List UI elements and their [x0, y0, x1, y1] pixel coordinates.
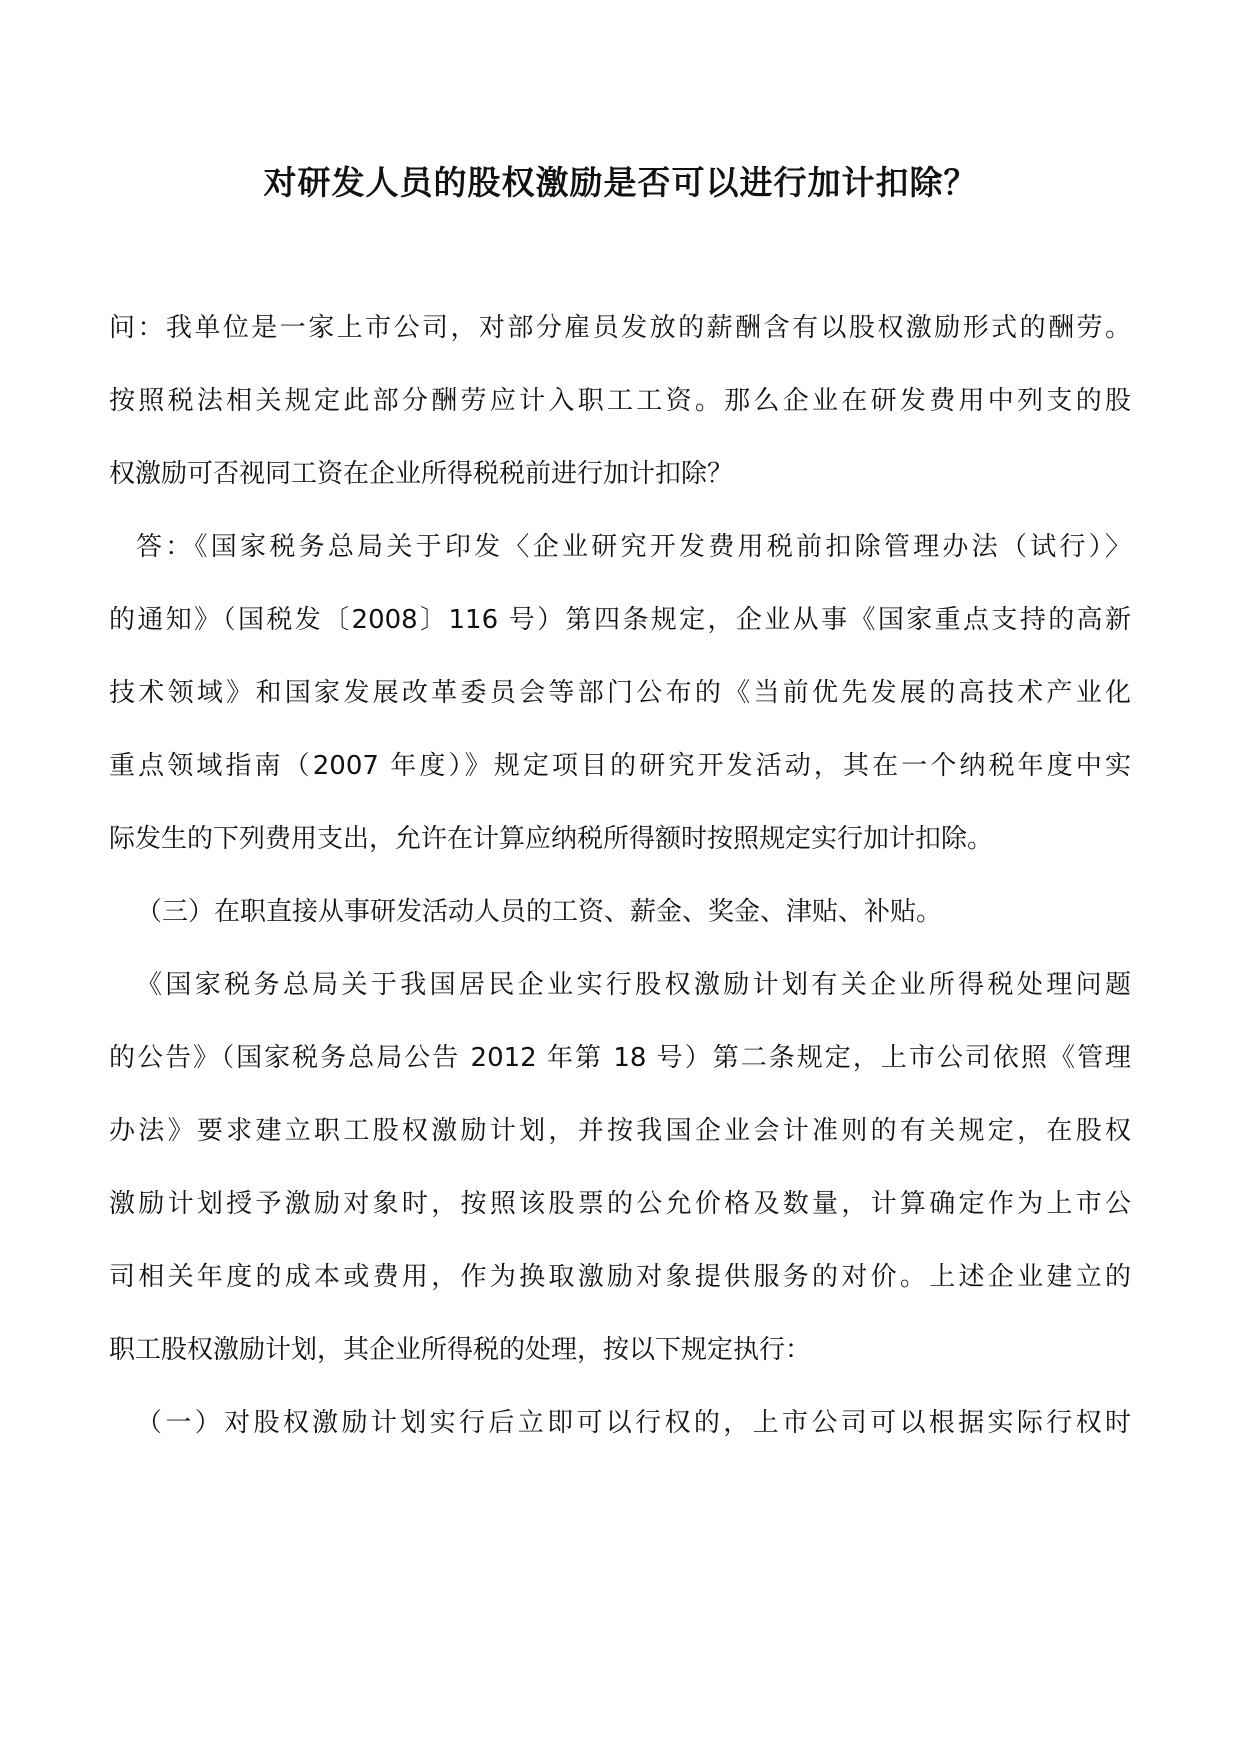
paragraph-line: （三）在职直接从事研发活动人员的工资、薪金、奖金、津贴、补贴。 — [136, 897, 943, 927]
paragraph-line: （一）对股权激励计划实行后立即可以行权的，上市公司可以根据实际行权时 — [136, 1408, 1131, 1438]
paragraph-line: 际发生的下列费用支出，允许在计算应纳税所得额时按照规定实行加计扣除。 — [109, 824, 994, 854]
paragraph-line: 司相关年度的成本或费用，作为换取激励对象提供服务的对价。上述企业建立的 — [109, 1262, 1131, 1292]
paragraph-line: 答：《国家税务总局关于印发〈企业研究开发费用税前扣除管理办法（试行）〉 — [136, 532, 1131, 562]
paragraph-line: 技术领域》和国家发展改革委员会等部门公布的《当前优先发展的高技术产业化 — [109, 678, 1131, 708]
paragraph-line: 重点领域指南（2007 年度）》规定项目的研究开发活动，其在一个纳税年度中实 — [109, 751, 1131, 781]
paragraph-line: 激励计划授予激励对象时，按照该股票的公允价格及数量，计算确定作为上市公 — [109, 1189, 1131, 1219]
paragraph-line: 的公告》（国家税务总局公告 2012 年第 18 号）第二条规定，上市公司依照《管理 — [109, 1043, 1131, 1073]
paragraph-line: 按照税法相关规定此部分酬劳应计入职工工资。那么企业在研发费用中列支的股 — [109, 386, 1131, 416]
paragraph-line: 权激励可否视同工资在企业所得税税前进行加计扣除？ — [109, 459, 734, 489]
paragraph-line: 《国家税务总局关于我国居民企业实行股权激励计划有关企业所得税处理问题 — [136, 970, 1131, 1000]
paragraph-line: 问：我单位是一家上市公司，对部分雇员发放的薪酬含有以股权激励形式的酬劳。 — [109, 313, 1131, 343]
paragraph-line: 的通知》（国税发〔2008〕116 号）第四条规定，企业从事《国家重点支持的高新 — [109, 605, 1131, 635]
document-title: 对研发人员的股权激励是否可以进行加计扣除？ — [263, 163, 978, 202]
paragraph-line: 职工股权激励计划，其企业所得税的处理，按以下规定执行： — [109, 1335, 812, 1365]
paragraph-line: 办法》要求建立职工股权激励计划，并按我国企业会计准则的有关规定，在股权 — [109, 1116, 1131, 1146]
